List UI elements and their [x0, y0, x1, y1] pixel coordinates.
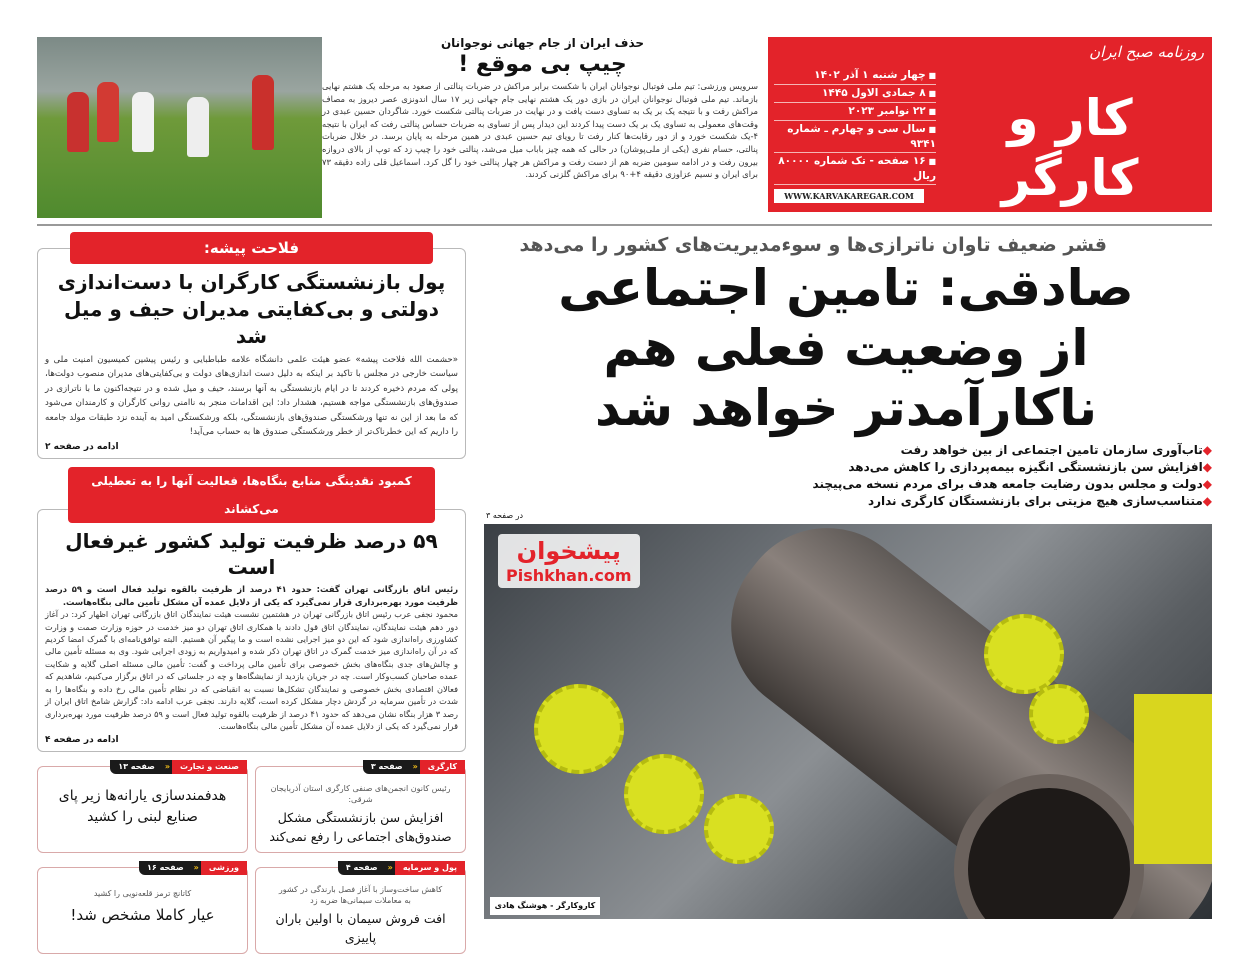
newspaper-logo: کار و کارگر — [1001, 89, 1139, 207]
diamond-icon: ◆ — [1202, 494, 1212, 508]
sports-headline[interactable]: چیپ بی موقع ! — [458, 52, 627, 77]
lead-bullet: ◆دولت و مجلس بدون رضایت جامعه هدف برای مردم نسخه می‌پیچند — [812, 477, 1212, 491]
sports-body: سرویس ورزشی: تیم ملی فوتبال نوجوانان ایران با شکست برابر مراکش در ضربات پنالتی از صعود به مرحله یک هشتم نهایی بازماند. تیم ملی فوتبال نوجوانان ایران در بازی دور یک هشتم نهایی جام جهانی زیر ۱۷ سال اندونزی عصر دیروز به مصاف مراکش رفت و با نتیجه یک بر یک به تساوی دست یافت و در نهایت در ضربات پنالتی شکست خورد. شاگردان حسین عبدی در وقت‌های معمولی به تساوی یک بر یک دست پیدا کردند این دیدار پس از تساوی به ضربات حساس پنالتی رفت که ایران با نتیجه ۴-یک شکست خورد و از دور رقابت‌ها کنار رفت تا رویای تیم حسین عبدی در همین مرحله به پایان برسد. در خلال ضربات پنالتی، حسام نفری (یکی از ملی‌پوشان) در حالی که همه چیز باباب میل می‌شد، پنالتی خود را چیپ زد که توپ از بالای دروازه بیرون رفت و در ادامه سومین ضربه هم از دست رفت و مراکش هر چهار پنالتی خود را گل کرد. اسماعیل قلی زاده دقیقه ۷۳ برای ایران و نسیم عزاوزی دقیقه ۴+۹۰ برای مراکش گلزنی کردند. — [322, 81, 758, 180]
pension-body: «حشمت الله فلاحت پیشه» عضو هیئت علمی دانشگاه علامه طباطبایی و رئیس پیشین کمیسیون امنیت ملی و سیاست خارجی در مجلس با تاکید بر اینکه به دلیل دست اندازی‌های دولت و بی‌کفایتی‌های مدیران منصوب دولت‌ها، پولی که مردم ذخیره کردند تا در ایام بازنشستگی به آنها برسند، حیف و میل شده و در نتیجه‌اکنون ما با ناترازی در صندوق‌های بازنشستگی مواجه هستیم، هشدار داد: این اقدامات منجر به ناامنی روانی کارگران و کارمندان می‌شود که ما بعد از این نه تنها ورشکستگی صندوق‌های بازنشستگی، بلکه ورشکستگی امید به آینده نزد طبقات مولد جامعه را داریم که این خطرناک‌تر از خطر ورشکستگی صندوق ها به حساب می‌آید! — [45, 355, 458, 438]
lead-kicker: قشر ضعیف تاوان ناترازی‌ها و سوءمدیریت‌های کشور را می‌دهد — [519, 234, 1107, 256]
section-label: ورزشی — [201, 861, 247, 875]
diamond-icon: ◆ — [1202, 460, 1212, 474]
divider — [37, 224, 1212, 226]
website-url[interactable]: WWW.KARVAKAREGAR.COM — [774, 189, 924, 203]
issue-gregorian-date: ■ ۲۲ نوامبر ۲۰۲۳ — [774, 103, 936, 121]
issue-meta-block — [774, 67, 936, 203]
section-label: کارگری — [420, 760, 465, 774]
lead-bullet: ◆افزایش سن بازنشستگی انگیزه بیمه‌پردازی را کاهش می‌دهد — [848, 460, 1212, 474]
football-photo — [37, 37, 322, 218]
photo-caption: کاروکارگر - هوشنگ هادی — [490, 897, 600, 915]
lead-column — [480, 232, 1212, 919]
sports-kicker: حذف ایران از جام جهانی نوجوانان — [440, 36, 645, 50]
pension-headline[interactable]: پول بازنشستگی کارگران با دست‌اندازی دولتی و بی‌کفایتی مدیران حیف و میل شد — [57, 270, 446, 348]
page-label: صفحه ۴ — [338, 861, 386, 875]
lead-continued[interactable]: در صفحه ۳ — [486, 511, 524, 520]
teaser-labor[interactable] — [255, 762, 466, 853]
lead-bullet: ◆تاب‌آوری سازمان تامین اجتماعی از بین خواهد رفت — [900, 443, 1212, 457]
page-label: صفحه ۱۳ — [110, 760, 163, 774]
pension-box — [37, 248, 466, 459]
teaser-industry[interactable] — [37, 762, 248, 853]
capacity-tab: کمبود نقدینگی منابع بنگاه‌ها، فعالیت آنها را به تعطیلی می‌کشاند — [68, 467, 435, 523]
diamond-icon: ◆ — [1202, 443, 1212, 457]
left-column — [37, 232, 466, 954]
chevron-icon: « — [411, 760, 420, 774]
capacity-continued[interactable]: ادامه در صفحه ۴ — [45, 735, 119, 746]
section-label: پول و سرمایه — [395, 861, 465, 875]
capacity-body: محمود نجفی عرب رئیس اتاق بازرگانی تهران در هشتمین نشست هیئت نمایندگان اتاق بازرگانی تهران اظهار کرد: در آغاز دور دهم هیئت نمایندگان، نمایندگان اتاق قول دادند با همکاری اتاق تهران دو میز خدمت در حوزه وزارت صمت و وزارت کشاورزی راه‌اندازی شود که این دو میز اجرایی نشده است و ما پیگیر آن هستیم. البته توافق‌نامه‌ای با گمرک امضا کردیم که در آن راه‌اندازی میز خدمت گمرک در اتاق تهران ذکر شده و امیدواریم به زودی اجرایی شود. وی به مسئله تأمین مالی و چالش‌های جدی بنگاه‌های بخش خصوصی برای تأمین مالی پرداخت و گفت: تأمین مالی مسئله اصلی گلایه و شکایت عمده صاحبان کسب‌وکار است. چه در جریان بازدید از نمایشگاه‌ها و چه در جلساتی که در اتاق برگزار می‌کنیم، شاهدیم که فعالان اقتصادی بخش خصوصی و نمایندگان تشکل‌ها نسبت به انقباضی که در نظام تأمین مالی رخ داده و بنگاه‌ها را به شدت در تأمین سرمایه در گردش دچار مشکل کرده است، گلایه دارند. نجفی عرب ادامه داد: گزارش شامخ اتاق ایران از رصد ۳ هزار بنگاه نشان می‌دهد که حدود ۴۱ درصد از ظرفیت بالقوه تولید فعال است و ۵۹ درصد ظرفیت مورد بهره‌برداری قرار نمی‌گیرد که یکی از دلایل عمده آن مشکل تأمین مالی بنگاه‌هاست. — [45, 609, 458, 731]
watermark-logo: پیشخوان — [516, 537, 621, 565]
masthead-tagline: روزنامه صبح ایران — [1089, 43, 1204, 61]
issue-date: ■ چهار شنبه ۱ آذر ۱۴۰۲ — [774, 67, 936, 85]
chevron-icon: « — [163, 760, 172, 774]
teaser-title: افزایش سن بازنشستگی مشکل صندوق‌های اجتماعی را رفع نمی‌کند — [269, 810, 452, 845]
teaser-kicker: رئیس کانون انجمن‌های صنفی کارگری استان آذربایجان شرقی: — [270, 784, 451, 805]
teaser-kicker: کاتانچ ترمز قلعه‌نویی را کشید — [93, 889, 192, 899]
watermark-text: Pishkhan.com — [506, 566, 632, 585]
issue-price: ■ ۱۶ صفحه - تک شماره ۸۰۰۰۰ ریال — [774, 153, 936, 185]
lead-bullets — [480, 442, 1212, 510]
lead-headline[interactable] — [480, 258, 1212, 438]
lead-bullet: ◆متناسب‌سازی هیچ مزیتی برای بازنشستگان کارگری ندارد — [867, 494, 1212, 508]
teaser-money[interactable] — [255, 863, 466, 954]
lead-headline-line1: صادقی: تامین اجتماعی — [558, 259, 1134, 317]
teasers-grid — [37, 762, 466, 954]
pension-article — [37, 232, 466, 459]
capacity-lead: رئیس اتاق بازرگانی تهران گفت: حدود ۴۱ درصد از ظرفیت بالقوه تولید فعال است و ۵۹ درصد ظرفیت مورد بهره‌برداری قرار نمی‌گیرد که یکی از دلایل عمده آن مشکل تأمین مالی بنگاه‌هاست. — [45, 584, 459, 607]
pension-continued[interactable]: ادامه در صفحه ۲ — [45, 442, 119, 453]
watermark — [498, 534, 640, 588]
teaser-kicker: کاهش ساخت‌وساز با آغاز فصل بارندگی در کشور به معاملات سیمانی‌ها ضربه زد — [278, 885, 443, 906]
capacity-headline[interactable]: ۵۹ درصد ظرفیت تولید کشور غیرفعال است — [65, 529, 438, 580]
section-label: صنعت و تجارت — [172, 760, 247, 774]
teaser-sports[interactable] — [37, 863, 248, 954]
teaser-title: هدفمندسازی یارانه‌ها زیر پای صنایع لبنی را کشید — [58, 788, 227, 826]
page-label: صفحه ۳ — [363, 760, 411, 774]
teaser-title: افت فروش سیمان با اولین باران پاییزی — [275, 911, 446, 946]
lead-headline-line2: از وضعیت فعلی هم ناکارآمدتر خواهد شد — [595, 319, 1097, 437]
capacity-box — [37, 509, 466, 752]
pension-tab: فلاحت پیشه: — [70, 232, 433, 264]
welding-photo — [484, 524, 1212, 919]
chevron-icon: « — [192, 861, 201, 875]
issue-number: ■ سال سی و چهارم ـ شماره ۹۳۴۱ — [774, 121, 936, 153]
capacity-article — [37, 467, 466, 752]
diamond-icon: ◆ — [1202, 477, 1212, 491]
issue-meta — [774, 67, 936, 185]
issue-hijri-date: ■ ۸ جمادی الاول ۱۴۴۵ — [774, 85, 936, 103]
chevron-icon: « — [386, 861, 395, 875]
teaser-title: عیار کاملا مشخص شد! — [70, 906, 215, 925]
page-label: صفحه ۱۶ — [139, 861, 192, 875]
